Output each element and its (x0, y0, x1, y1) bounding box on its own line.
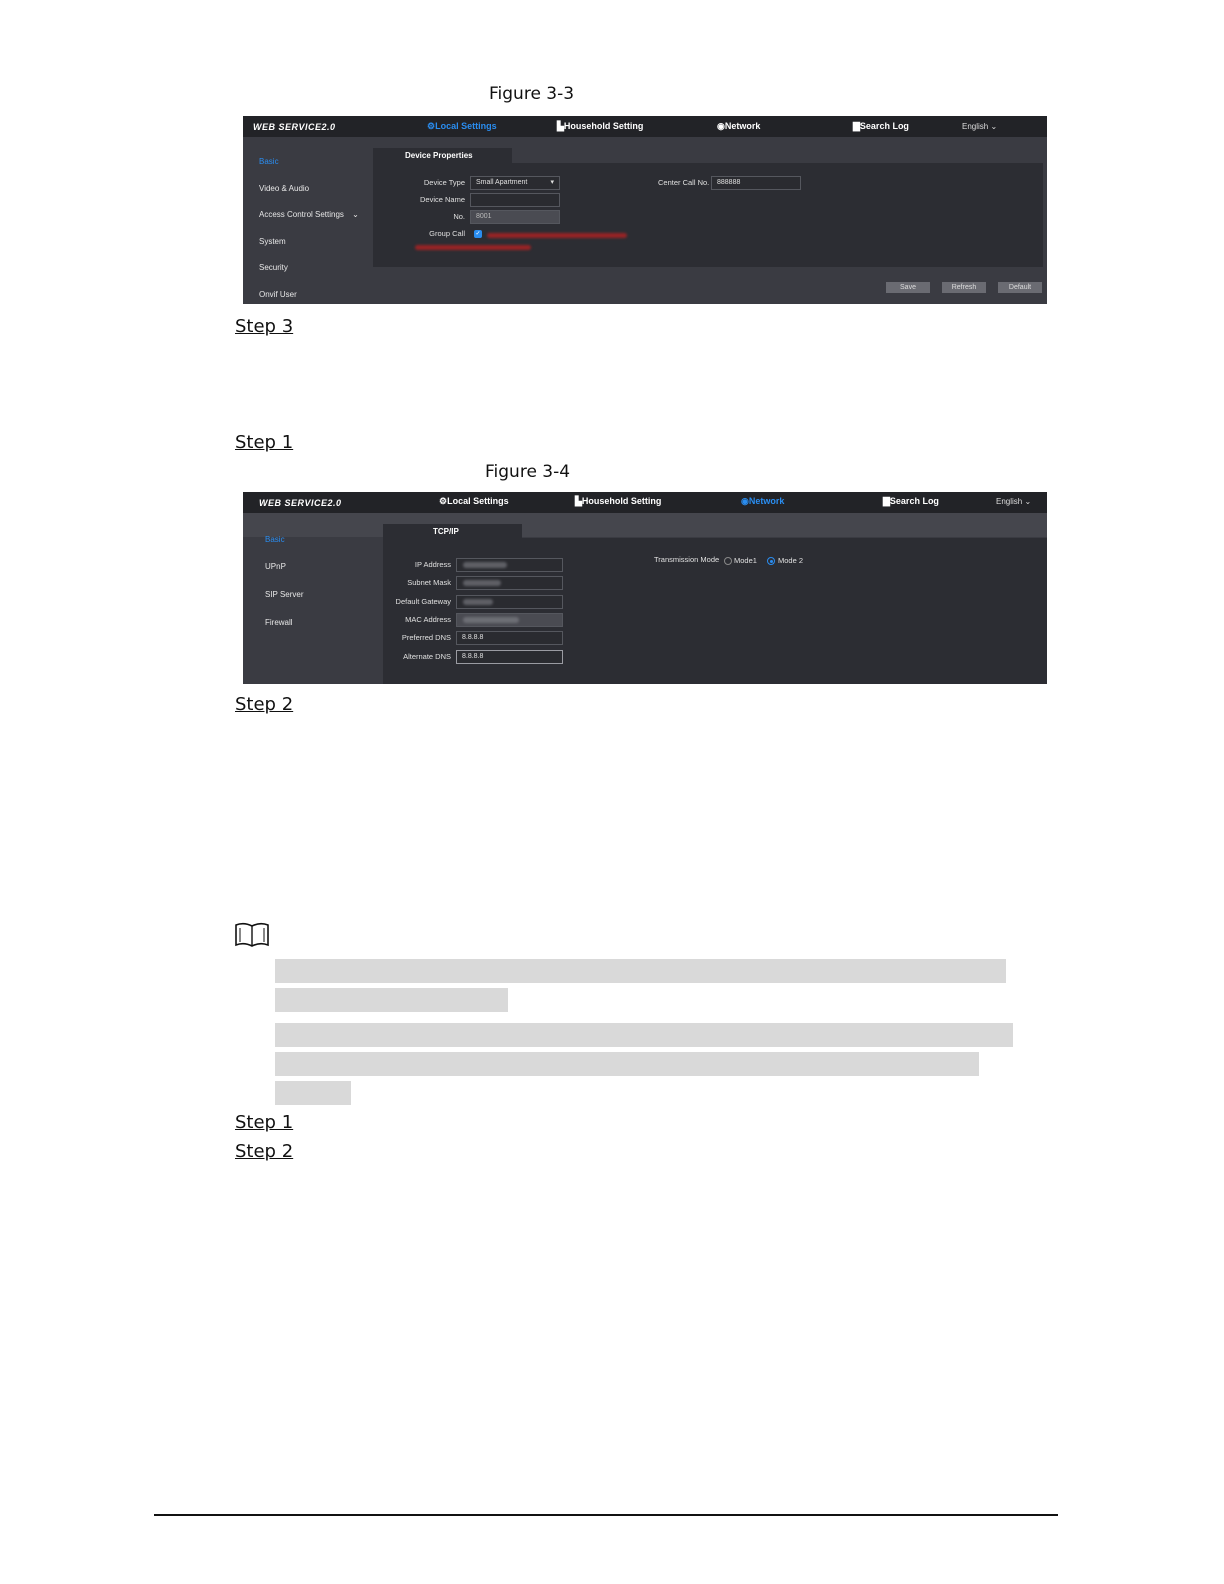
nav-search-log[interactable]: ▇Search Log (853, 121, 909, 131)
group-call-label: Group Call (429, 229, 465, 238)
top-navigation-bar (243, 492, 1047, 513)
language-select[interactable]: English ⌄ (962, 122, 998, 131)
sidebar-item-basic[interactable]: Basic (259, 157, 279, 166)
group-call-checkbox[interactable]: ✓ (475, 231, 481, 237)
panel-tab-device-properties[interactable]: Device Properties (373, 148, 512, 164)
preferred-dns-label: Preferred DNS (401, 633, 451, 642)
redacted-note-line (275, 1052, 979, 1076)
language-select[interactable]: English ⌄ (996, 497, 1032, 506)
alternate-dns-input[interactable]: 8.8.8.8 (456, 650, 563, 664)
subnet-mask-input[interactable] (456, 576, 563, 590)
subheader-strip (243, 513, 1047, 537)
no-input[interactable]: 8001 (470, 210, 560, 224)
center-call-input[interactable]: 888888 (711, 176, 801, 190)
redacted-value (463, 617, 519, 623)
device-type-select[interactable]: Small Apartment ▾ (470, 176, 560, 190)
nav-household-setting[interactable]: ▙Household Setting (557, 121, 644, 131)
book-icon (234, 922, 270, 948)
transmission-mode-label: Transmission Mode (654, 555, 720, 564)
mode2-label: Mode 2 (778, 556, 804, 565)
mode1-radio[interactable] (724, 557, 732, 565)
brand-logo: WEB SERVICE2.0 (259, 498, 342, 508)
device-name-label: Device Name (419, 195, 465, 204)
nav-network[interactable]: ◉Network (741, 496, 785, 506)
warning-text-redacted (487, 233, 627, 238)
device-type-label: Device Type (423, 178, 465, 187)
footer-divider (154, 1514, 1058, 1516)
step-label: Step 3 (235, 316, 294, 337)
sidebar-item-firewall[interactable]: Firewall (265, 618, 293, 627)
figure-caption: Figure 3-4 (485, 462, 571, 482)
mode1-label: Mode1 (734, 556, 757, 565)
tcpip-panel (383, 538, 1047, 684)
nav-search-log[interactable]: ▇Search Log (883, 496, 939, 506)
no-label: No. (453, 212, 465, 221)
gear-icon: ⚙ (439, 496, 448, 506)
nav-local-settings[interactable]: ⚙Local Settings (439, 496, 509, 506)
step-label: Step 2 (235, 694, 294, 715)
chevron-down-icon: ⌄ (990, 122, 998, 131)
chevron-down-icon: ⌄ (1024, 497, 1032, 506)
alternate-dns-label: Alternate DNS (403, 652, 451, 661)
redacted-note-line (275, 988, 508, 1012)
gear-icon: ⚙ (427, 121, 436, 131)
preferred-dns-input[interactable]: 8.8.8.8 (456, 631, 563, 645)
sidebar-item-basic[interactable]: Basic (265, 535, 285, 544)
sidebar-item-access-control[interactable]: Access Control Settings ⌄ (259, 210, 359, 219)
center-call-label: Center Call No. (658, 178, 710, 187)
redacted-note-line (275, 1023, 1013, 1047)
building-icon: ▙ (557, 121, 564, 131)
redacted-note-line (275, 959, 1006, 983)
warning-text-redacted (415, 245, 531, 250)
sidebar-item-video-audio[interactable]: Video & Audio (259, 184, 310, 193)
device-properties-panel (373, 163, 1043, 267)
redacted-value (463, 562, 507, 568)
chevron-down-icon: ⌄ (352, 210, 359, 219)
screenshot-network (243, 492, 1047, 684)
default-gateway-label: Default Gateway (395, 597, 451, 606)
globe-icon: ◉ (717, 121, 725, 131)
nav-local-settings[interactable]: ⚙Local Settings (427, 121, 497, 131)
log-icon: ▇ (853, 121, 860, 131)
screenshot-local-settings (243, 116, 1047, 304)
save-button[interactable]: Save (886, 282, 930, 293)
step-label: Step 1 (235, 432, 294, 453)
ip-address-label: IP Address (414, 560, 451, 569)
redacted-note-line (275, 1081, 351, 1105)
top-navigation-bar (243, 116, 1047, 137)
default-gateway-input[interactable] (456, 595, 563, 609)
nav-network[interactable]: ◉Network (717, 121, 761, 131)
building-icon: ▙ (575, 496, 582, 506)
default-button[interactable]: Default (998, 282, 1042, 293)
mac-address-input[interactable] (456, 613, 563, 627)
sidebar-item-onvif-user[interactable]: Onvif User (259, 290, 297, 299)
panel-tab-tcpip[interactable]: TCP/IP (383, 524, 522, 539)
caret-down-icon: ▾ (550, 179, 554, 186)
figure-caption: Figure 3-3 (489, 84, 575, 104)
mode2-radio[interactable] (767, 557, 775, 565)
globe-icon: ◉ (741, 496, 749, 506)
mac-address-label: MAC Address (405, 615, 451, 624)
brand-logo: WEB SERVICE2.0 (253, 122, 336, 132)
step-label: Step 1 (235, 1112, 294, 1133)
redacted-value (463, 580, 501, 586)
ip-address-input[interactable] (456, 558, 563, 572)
step-label: Step 2 (235, 1141, 294, 1162)
sidebar-item-sip-server[interactable]: SIP Server (265, 590, 304, 599)
nav-household-setting[interactable]: ▙Household Setting (575, 496, 662, 506)
log-icon: ▇ (883, 496, 890, 506)
sidebar-item-upnp[interactable]: UPnP (265, 562, 286, 571)
device-name-input[interactable] (470, 193, 560, 207)
sidebar-item-security[interactable]: Security (259, 263, 288, 272)
refresh-button[interactable]: Refresh (942, 282, 986, 293)
redacted-value (463, 599, 493, 605)
subnet-mask-label: Subnet Mask (407, 578, 451, 587)
sidebar-item-system[interactable]: System (259, 237, 286, 246)
